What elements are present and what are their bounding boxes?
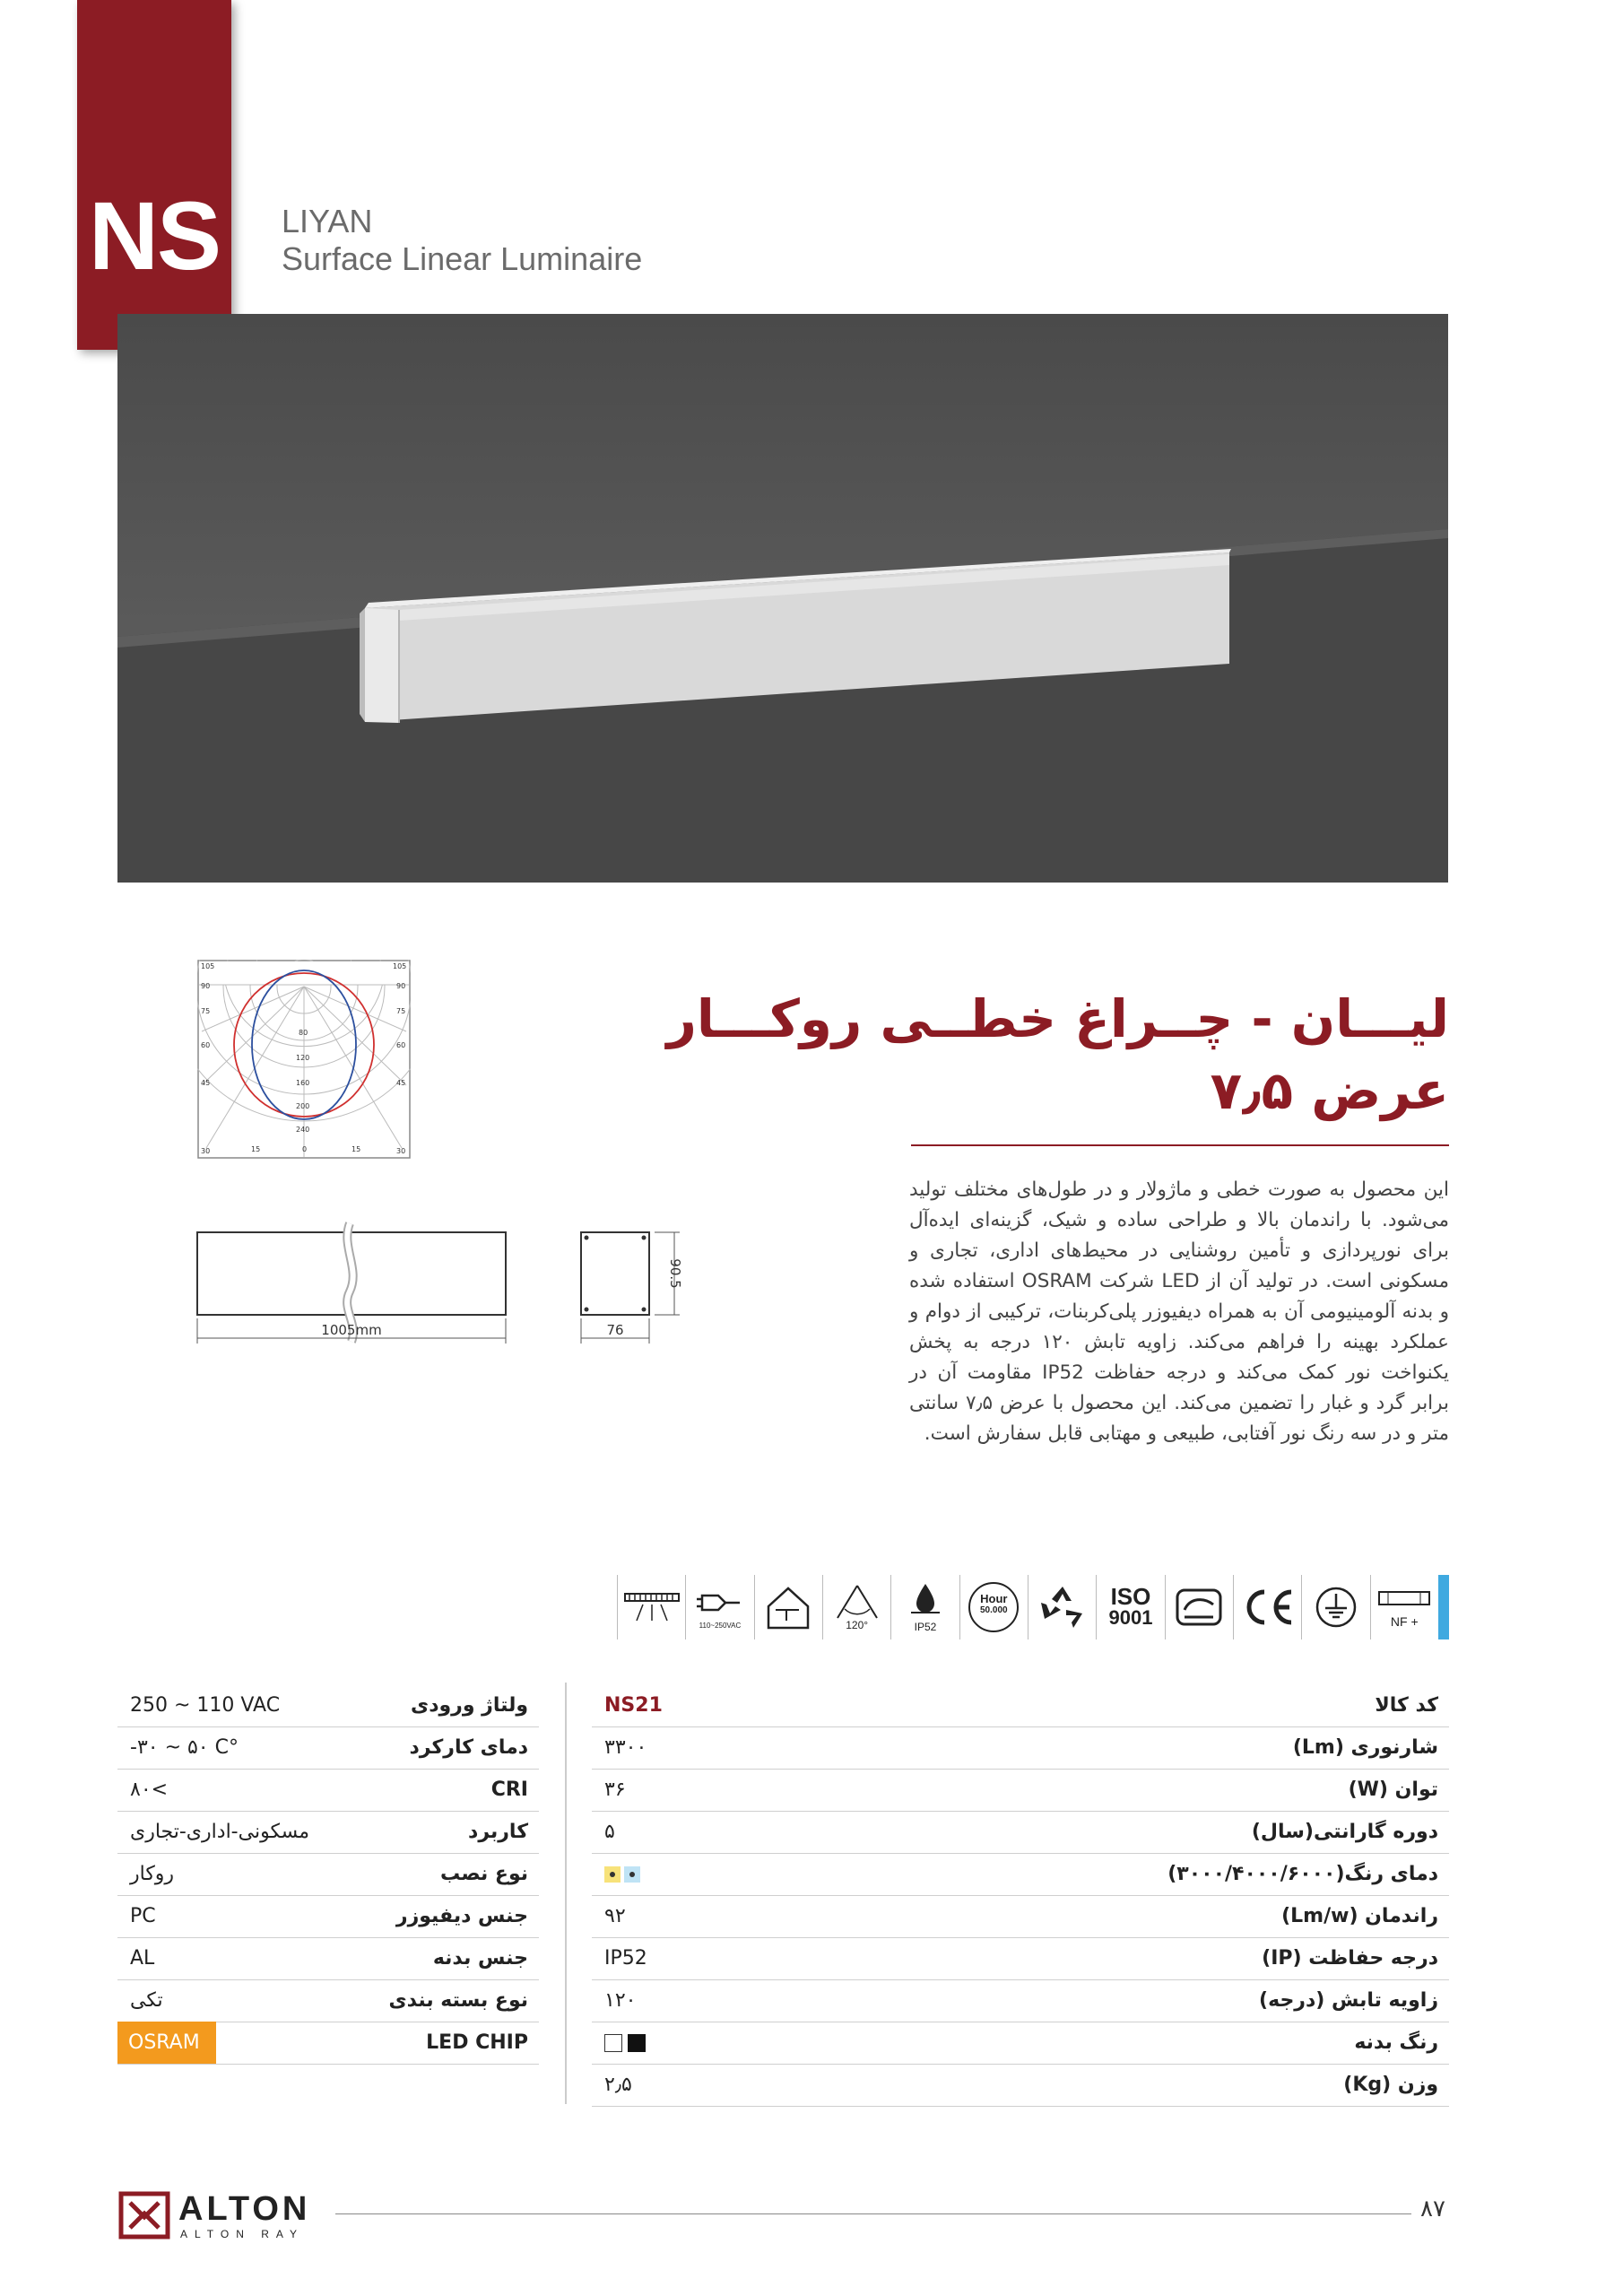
standard-mark-icon [1166,1575,1234,1639]
polar-angle-right-60: 60 [396,1041,406,1049]
spec-label: دمای کارکرد [409,1736,528,1759]
series-tab [77,0,231,350]
title-divider [911,1144,1449,1146]
polar-bottom-15-left: 15 [251,1145,261,1153]
spec-row [117,1979,539,2022]
series-code: NS [88,181,221,290]
spec-row [592,1726,1449,1770]
product-title-line2: عرض ۷٫۵ [1210,1060,1449,1121]
spec-label: زاویه تابش (درجه) [1259,1989,1438,2012]
spec-row [592,1811,1449,1854]
spec-value: ۵ [604,1821,615,1843]
brand-subtitle [282,203,642,278]
ip-rating-label: IP52 [914,1620,937,1633]
dimension-drawing-length [190,1220,513,1345]
black-swatch [628,2034,646,2052]
cool-swatch [624,1866,640,1883]
nf-mark-icon [1371,1575,1438,1639]
spec-label: کاربرد [468,1821,528,1843]
dimension-drawing-section [570,1220,687,1345]
product-title-line1: لیـــان - چــراغ خطــی روکـــار [666,988,1449,1049]
polar-angle-left-90: 90 [201,982,211,990]
ce-mark-icon [1234,1575,1302,1639]
spec-value: 250 ~ 110 VAC [130,1694,281,1717]
logo-subtitle: ALTON RAY [180,2228,305,2240]
spec-row [117,1811,539,1854]
footer-rule [335,2213,1411,2214]
spec-value: NS21 [604,1694,663,1717]
spec-label: درجه حفاظت (IP) [1262,1947,1438,1970]
spec-value: مسکونی-اداری-تجاری [130,1821,309,1843]
spec-row [117,1684,539,1727]
spec-label: شارنوری (Lm) [1292,1736,1438,1759]
color-temp-swatches [604,1866,640,1883]
spec-value: PC [130,1905,156,1927]
spec-label: توان (W) [1348,1779,1438,1801]
spec-row [117,1895,539,1938]
polar-angle-left-30: 30 [201,1147,211,1155]
feature-icons-strip [617,1575,1449,1639]
page-number: ۸۷ [1420,2196,1445,2222]
spec-value: AL [130,1947,155,1970]
indoor-use-icon [755,1575,823,1639]
polar-angle-right-30: 30 [396,1147,406,1155]
polar-radial-200: 200 [296,1102,310,1110]
product-photo [117,314,1448,883]
voltage-icon-label: 110~250VAC [699,1622,742,1630]
polar-distribution-chart [197,960,411,1159]
spec-row [117,2022,539,2065]
spec-label: LED CHIP [426,2031,528,2054]
osram-badge: OSRAM [117,2022,216,2064]
spec-label: نوع بسته بندی [388,1989,528,2012]
recycle-icon [1028,1575,1097,1639]
spec-label: جنس بدنه [432,1947,528,1970]
spec-label: نوع نصب [440,1863,528,1885]
luminaire-illustration [117,314,1448,883]
spec-label: دمای رنگ(۳۰۰۰/۴۰۰۰/۶۰۰۰) [1167,1863,1438,1885]
spec-label: وزن (Kg) [1343,2074,1438,2096]
spec-value: -۳۰ ~ ۵۰ C° [130,1736,239,1759]
spec-label: کد کالا [1375,1694,1438,1717]
spec-value: ۳۳۰۰ [604,1736,647,1759]
body-color-swatches [604,2034,646,2052]
spec-value: IP52 [604,1947,647,1970]
polar-bottom-15-right: 15 [352,1145,361,1153]
spec-label: ولتاژ ورودی [411,1694,528,1717]
spec-row [117,1769,539,1812]
spec-label: دوره گارانتی(سال) [1251,1821,1438,1843]
plug-voltage-icon [686,1575,754,1639]
nf-icon-label: NF + [1390,1613,1419,1629]
length-dimension: 1005mm [321,1322,382,1338]
ip-rating-icon [891,1575,959,1639]
spec-value: ۸۰< [130,1779,169,1801]
product-description: این محصول به صورت خطی و ماژولار و در طول‌های مختلف تولید می‌شود. با راندمان بالا و طراحی ساده و شیک، گزینه‌ای ایده‌آل برای نورپردازی و تأمین روشنایی در محیط‌های اداری، تجاری و مسکونی است. در تولید آن از LED شرکت OSRAM استفاده شده و بدنه آلومینیومی آن به همراه دیفیوزر پلی‌کربنات، ترکیبی از دوام و عملکرد بهینه را فراهم می‌کند. زاویه تابش ۱۲۰ درجه به پخش یکنواخت نور کمک می‌کند و درجه حفاظت IP52 مقاومت آن در برابر گرد و غبار را تضمین می‌کند. این محصول با عرض ۷٫۵ سانتی متر و در سه رنگ نور آفتابی، طبیعی و مهتابی قابل سفارش است. [909,1178,1450,1445]
polar-angle-right-75: 75 [396,1007,406,1015]
polar-radial-120: 120 [296,1054,310,1062]
product-type: Surface Linear Luminaire [282,240,643,277]
spec-value: ۳۶ [604,1779,626,1801]
white-swatch [604,2034,622,2052]
logo-wordmark: ALTON [178,2190,311,2228]
spec-row [592,1895,1449,1938]
beam-angle-icon [823,1575,891,1639]
spec-row [592,1937,1449,1980]
spec-row [117,1853,539,1896]
icons-accent-bar [1438,1575,1449,1639]
spec-value: روکار [130,1863,175,1885]
spec-row [592,1684,1449,1727]
spec-label: راندمان (Lm/w) [1281,1905,1438,1927]
warm-swatch [604,1866,621,1883]
iso-icon-top: ISO [1110,1583,1151,1610]
spec-row [592,1853,1449,1896]
polar-angle-left-75: 75 [201,1007,211,1015]
width-dimension: 76 [606,1322,624,1338]
iso-9001-icon [1097,1575,1165,1639]
polar-angle-left-45: 45 [201,1079,211,1087]
lifetime-hours-icon [960,1575,1028,1639]
hour-icon-top: Hour [980,1592,1008,1605]
spec-label: جنس دیفیوزر [395,1905,528,1927]
polar-radial-160: 160 [296,1079,310,1087]
spec-value: تکی [130,1989,163,2012]
tables-divider [565,1683,567,2104]
polar-radial-240: 240 [296,1126,310,1134]
spec-row [592,1979,1449,2022]
spec-row [117,1937,539,1980]
polar-radial-80: 80 [299,1029,308,1037]
alton-logo-icon [117,2190,171,2240]
polar-angle-right-45: 45 [396,1079,406,1087]
linear-fixture-icon [617,1575,686,1639]
spec-value: ۹۲ [604,1905,626,1927]
polar-angle-left-105: 105 [201,962,215,970]
spec-value: ۲٫۵ [604,2074,632,2096]
height-dimension: 90.5 [667,1258,683,1289]
hour-icon-bottom: 50.000 [980,1605,1008,1615]
polar-bottom-0: 0 [302,1145,308,1153]
spec-row [592,2022,1449,2065]
earth-ground-icon [1302,1575,1370,1639]
spec-label: رنگ بدنه [1354,2031,1438,2054]
brand-name: LIYAN [282,203,373,239]
iso-icon-bottom: 9001 [1108,1606,1153,1629]
spec-row [117,1726,539,1770]
polar-angle-left-60: 60 [201,1041,211,1049]
spec-row [592,1769,1449,1812]
beam-angle-label: 120° [846,1618,869,1631]
spec-value: ۱۲۰ [604,1989,637,2012]
polar-angle-right-105: 105 [393,962,407,970]
product-title [666,983,1449,1126]
spec-row [592,2064,1449,2107]
polar-angle-right-90: 90 [396,982,406,990]
spec-label: CRI [490,1779,528,1801]
